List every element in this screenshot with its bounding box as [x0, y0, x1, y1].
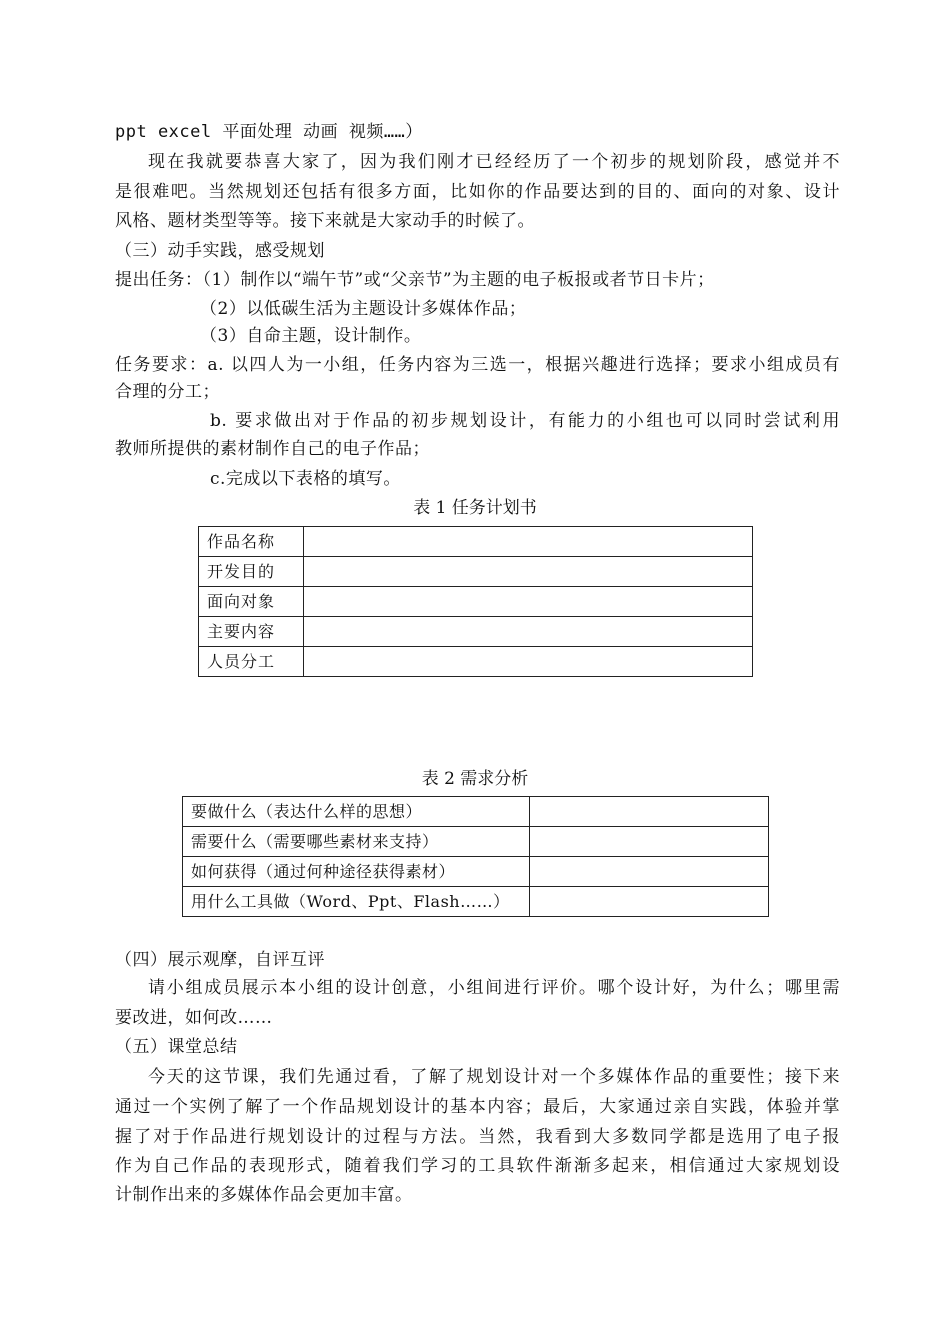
table-row: [199, 617, 753, 647]
table-row: [199, 557, 753, 587]
body-line: 是很难吧。当然规划还包括有很多方面，比如你的作品要达到的目的、面向的对象、设计: [115, 182, 840, 202]
table-row: [183, 827, 769, 857]
table-row: [183, 857, 769, 887]
table-cell-label: 用什么工具做（Word、Ppt、Flash……）: [183, 887, 530, 917]
table1-caption: 表 1 任务计划书: [413, 498, 537, 518]
table-cell-label: 人员分工: [199, 647, 304, 677]
body-line: 请小组成员展示本小组的设计创意，小组间进行评价。哪个设计好，为什么；哪里需: [148, 978, 840, 998]
table-cell-label: 作品名称: [199, 527, 304, 557]
requirement-line: 任务要求：a. 以四人为一小组，任务内容为三选一，根据兴趣进行选择；要求小组成员有: [115, 355, 840, 375]
requirement-line: 教师所提供的素材制作自己的电子作品；: [115, 439, 430, 459]
table-row: [183, 887, 769, 917]
body-line: 现在我就要恭喜大家了，因为我们刚才已经经历了一个初步的规划阶段，感觉并不: [148, 152, 840, 172]
table2-caption: 表 2 需求分析: [421, 769, 529, 789]
section-heading-3: （三）动手实践，感受规划: [115, 241, 325, 261]
body-line: 通过一个实例了解了一个作品规划设计的基本内容；最后，大家通过亲自实践，体验并掌: [115, 1097, 840, 1117]
task-item: （3）自命主题，设计制作。: [200, 326, 422, 346]
table-cell-empty: [304, 647, 753, 677]
body-line: 今天的这节课，我们先通过看，了解了规划设计对一个多媒体作品的重要性；接下来: [148, 1067, 840, 1087]
section-heading-5: （五）课堂总结: [115, 1037, 238, 1057]
table-cell-empty: [530, 797, 769, 827]
requirement-line: b. 要求做出对于作品的初步规划设计，有能力的小组也可以同时尝试利用: [210, 411, 840, 431]
table-cell-empty: [304, 557, 753, 587]
task-intro: 提出任务：（1）制作以“端午节”或“父亲节”为主题的电子板报或者节日卡片；: [115, 270, 715, 290]
task-item: （2）以低碳生活为主题设计多媒体作品；: [200, 299, 527, 319]
table-cell-label: 需要什么（需要哪些素材来支持）: [183, 827, 530, 857]
body-line: 计制作出来的多媒体作品会更加丰富。: [115, 1185, 413, 1205]
body-line: 要改进，如何改……: [115, 1008, 273, 1028]
table-cell-empty: [304, 587, 753, 617]
requirement-analysis-table: [182, 796, 769, 917]
table-cell-empty: [530, 857, 769, 887]
table-cell-label: 如何获得（通过何种途径获得素材）: [183, 857, 530, 887]
table-cell-empty: [530, 827, 769, 857]
table-cell-label: 要做什么（表达什么样的思想）: [183, 797, 530, 827]
body-line: ppt excel 平面处理 动画 视频……）: [115, 122, 423, 142]
body-line: 风格、题材类型等等。接下来就是大家动手的时候了。: [115, 211, 535, 231]
table-cell-label: 主要内容: [199, 617, 304, 647]
table-cell-empty: [304, 617, 753, 647]
body-line: 作为自己作品的表现形式，随着我们学习的工具软件渐渐多起来，相信通过大家规划设: [115, 1156, 840, 1176]
section-heading-4: （四）展示观摩，自评互评: [115, 950, 325, 970]
task-plan-table: [198, 526, 753, 677]
requirement-line: c.完成以下表格的填写。: [210, 469, 401, 489]
requirement-line: 合理的分工；: [115, 382, 220, 402]
table-cell-label: 面向对象: [199, 587, 304, 617]
table-cell-label: 开发目的: [199, 557, 304, 587]
body-line: 握了对于作品进行规划设计的过程与方法。当然，我看到大多数同学都是选用了电子报: [115, 1127, 840, 1147]
table-cell-empty: [304, 527, 753, 557]
table-row: [199, 587, 753, 617]
table-row: [199, 527, 753, 557]
table-cell-empty: [530, 887, 769, 917]
table-row: [183, 797, 769, 827]
table-row: [199, 647, 753, 677]
